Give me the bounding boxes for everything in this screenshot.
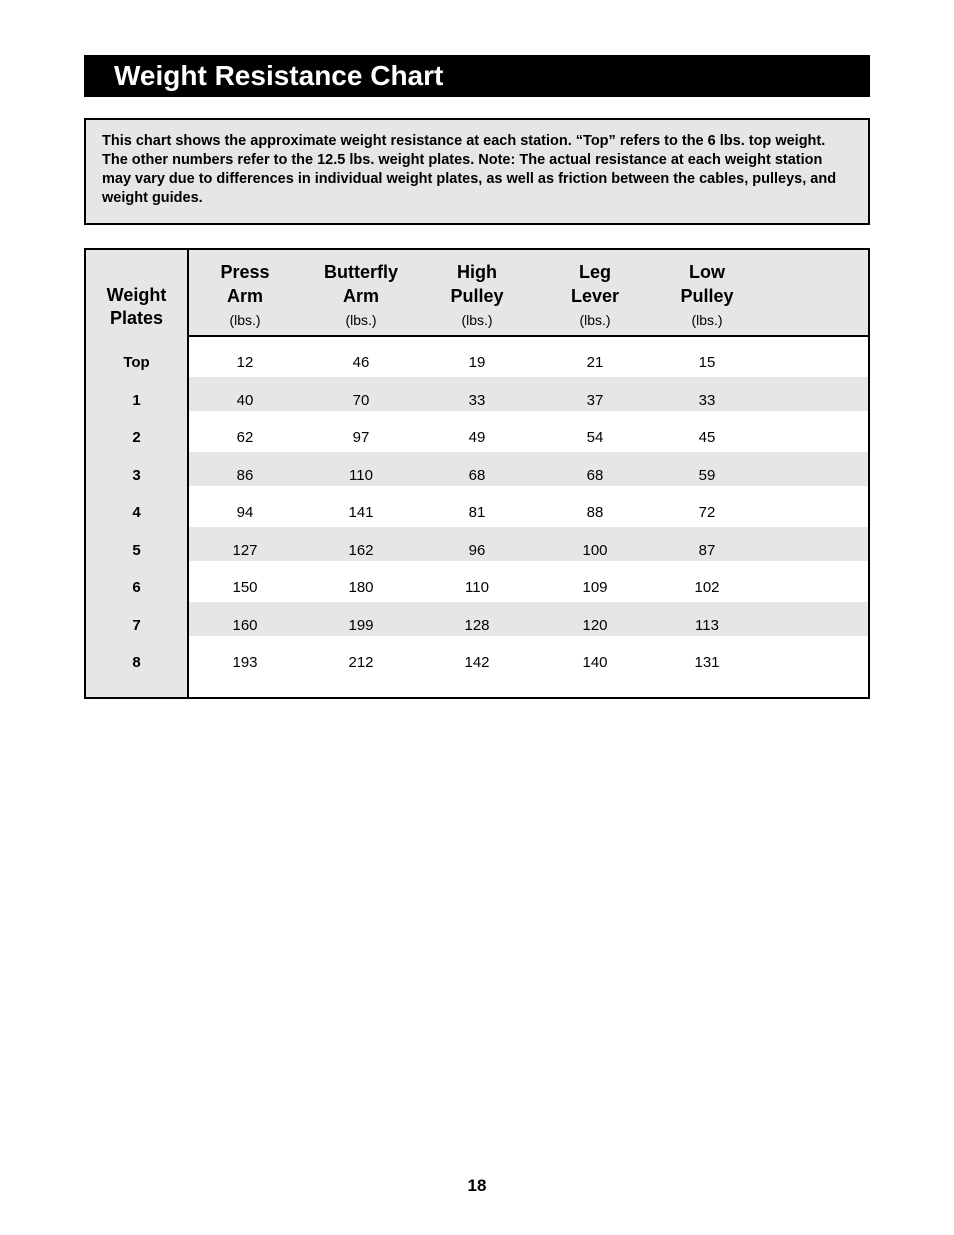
plate-label: 6: [132, 579, 141, 596]
header-line1: Press: [220, 262, 270, 282]
table-cell: 141: [348, 504, 374, 521]
header-unit: (lbs.): [229, 312, 261, 328]
note-box: [84, 118, 870, 225]
header-butterfly-arm: [301, 260, 421, 332]
table-cell: 131: [694, 654, 720, 671]
header-unit: (lbs.): [345, 312, 377, 328]
table-cell: 96: [468, 541, 486, 559]
header-unit: (lbs.): [691, 312, 723, 328]
table-cell: 33: [468, 391, 486, 409]
table-cell: 110: [349, 466, 373, 484]
header-weight-plates-line2: Plates: [109, 308, 164, 328]
table-cell: 40: [236, 391, 254, 409]
plate-label: 1: [132, 391, 141, 409]
header-press-arm: [185, 260, 305, 332]
header-high-pulley: [417, 260, 537, 332]
header-weight-plates-line1: Weight: [106, 285, 167, 305]
table-cell: 21: [586, 354, 604, 371]
table-cell: 128: [464, 616, 490, 634]
plate-label: 5: [132, 541, 141, 559]
page-number: 18: [467, 1176, 487, 1195]
header-unit: (lbs.): [579, 312, 611, 328]
plate-label: 4: [132, 504, 141, 521]
table-cell: 68: [586, 466, 604, 484]
table-cell: 97: [352, 429, 370, 446]
table-cell: 68: [468, 466, 486, 484]
table-cell: 46: [352, 354, 370, 371]
table-cell: 59: [698, 466, 716, 484]
table-cell: 54: [586, 429, 604, 446]
table-cell: 70: [352, 391, 370, 409]
plate-label: Top: [123, 354, 150, 371]
table-cell: 212: [348, 654, 374, 671]
table-cell: 193: [232, 654, 258, 671]
table-cell: 12: [236, 354, 254, 371]
table-cell: 33: [698, 391, 716, 409]
table-cell: 86: [236, 466, 254, 484]
header-low-pulley: [647, 260, 767, 332]
table-cell: 109: [582, 579, 608, 596]
weight-resistance-table: [84, 248, 870, 699]
table-cell: 62: [236, 429, 254, 446]
header-unit: (lbs.): [461, 312, 493, 328]
header-line2: Pulley: [450, 286, 504, 306]
table-cell: 160: [232, 616, 258, 634]
table-cell: 87: [698, 541, 716, 559]
table-cell: 81: [468, 504, 486, 521]
plate-label: 3: [132, 466, 141, 484]
title-bar: [84, 55, 870, 97]
table-cell: 120: [582, 616, 608, 634]
header-line1: Butterfly: [323, 262, 398, 282]
table-cell: 100: [582, 541, 608, 559]
header-line2: Arm: [226, 286, 263, 306]
header-line2: Arm: [342, 286, 379, 306]
table-cell: 127: [232, 541, 258, 559]
table-cell: 180: [348, 579, 374, 596]
table-cell: 102: [694, 579, 720, 596]
table-cell: 19: [468, 354, 486, 371]
plate-label: 8: [132, 654, 141, 671]
table-cell: 162: [348, 541, 374, 559]
header-line1: High: [457, 262, 497, 282]
table-cell: 94: [236, 504, 254, 521]
table-cell: 45: [698, 429, 716, 446]
header-leg-lever: [535, 260, 655, 332]
plate-label: 7: [132, 616, 141, 634]
header-line1: Low: [689, 262, 725, 282]
table-cell: 142: [464, 654, 490, 671]
table-cell: 199: [348, 616, 374, 634]
table-cell: 110: [465, 579, 489, 596]
table-cell: 15: [698, 354, 716, 371]
table-cell: 88: [586, 504, 604, 521]
table-cell: 49: [468, 429, 486, 446]
table-cell: 37: [586, 391, 604, 409]
header-line1: Leg: [578, 262, 611, 282]
table-cell: 113: [695, 616, 719, 634]
header-line2: Pulley: [680, 286, 734, 306]
note-text: This chart shows the approximate weight resistance at each station. “Top” refers to the 6 lbs. top weight. The other numbers refer to the 12.5 lbs. weight plates. Note: The actual resistance at each weight station may vary due to differences in individual weight plates, as well as friction between the cables, pulleys, and weight guides.: [102, 133, 837, 206]
table-cell: 150: [232, 579, 258, 596]
header-weight-plates: [86, 284, 187, 330]
page-title: Weight Resistance Chart: [114, 60, 444, 91]
header-line2: Lever: [570, 286, 620, 306]
table-cell: 140: [582, 654, 608, 671]
table-cell: 72: [698, 504, 716, 521]
plate-label: 2: [132, 429, 141, 446]
